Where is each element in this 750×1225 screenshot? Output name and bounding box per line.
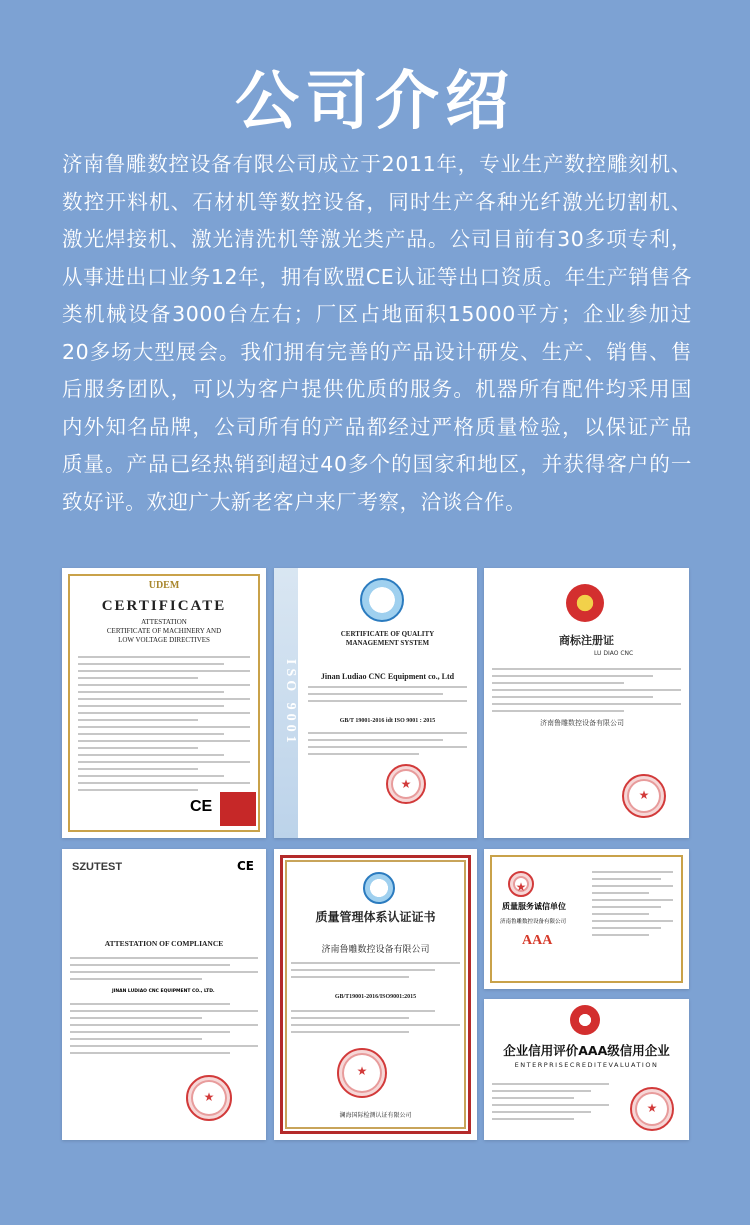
credit-logo-icon	[570, 1005, 600, 1035]
szutest-ce-mark: CE	[236, 859, 254, 873]
szutest-certificate-image	[62, 849, 266, 1140]
company-intro-text: 济南鲁雕数控设备有限公司成立于2011年，专业生产数控雕刻机、数控开料机、石材机等数控设备，同时生产各种光纤激光切割机、激光焊接机、激光清洗机等激光类产品。公司目前有30多项专利，从事进出口业务12年，拥有欧盟CE认证等出口资质。年生产销售各类机械设备3000台左右；厂区占地面积15000平方；企业参加过20多场大型展会。我们拥有完善的产品设计研发、生产、销售、售后服务团队，可以为客户提供优质的服务。机器所有配件均采用国内外知名品牌，公司所有的产品都经过严格质量检验，以保证产品质量。产品已经热销到超过40多个的国家和地区，并获得客户的一致好评。欢迎广大新老客户来厂考察，洽谈合作。	[62, 152, 692, 514]
iso-company-name: Jinan Ludiao CNC Equipment co., Ltd	[320, 672, 455, 681]
iso-cert-heading2: MANAGEMENT SYSTEM	[345, 639, 430, 647]
szutest-heading: ATTESTATION OF COMPLIANCE	[104, 939, 224, 948]
szutest-company: JINAN LUDIAO CNC EQUIPMENT CO., LTD.	[112, 989, 215, 994]
iso-standard: GB/T 19001-2016 idt ISO 9001 : 2015	[339, 718, 436, 724]
national-emblem-icon	[566, 584, 604, 622]
iso-side-band: ISO 9001	[274, 568, 298, 838]
service-integrity-certificate-image	[484, 849, 689, 989]
szutest-details-text	[70, 1003, 258, 1059]
ce-cert-sub2: CERTIFICATE OF MACHINERY AND	[106, 627, 222, 635]
qms-red-stamp	[337, 1048, 387, 1098]
service-body-text	[592, 871, 673, 941]
szutest-body-text	[70, 957, 258, 985]
qms-body-text	[291, 962, 460, 983]
page-title: 公司介绍	[235, 65, 515, 139]
credit-title: 企业信用评价AAA级信用企业	[503, 1043, 670, 1058]
qms-title: 质量管理体系认证证书	[315, 910, 436, 924]
udem-seal	[220, 792, 256, 826]
ce-certificate-image	[62, 568, 266, 838]
qms-issuer: 澜海国际检测认证有限公司	[339, 1112, 412, 1119]
ce-cert-heading: CERTIFICATE	[101, 598, 227, 614]
ce-mark: CE	[190, 798, 213, 815]
qms-standard: GB/T19001-2016/ISO9001:2015	[334, 994, 417, 1000]
ce-cert-sub1: ATTESTATION	[141, 618, 187, 626]
trademark-brand: LU DIAO CNC	[594, 650, 634, 657]
iso-cert-heading: CERTIFICATE OF QUALITY	[340, 630, 435, 638]
szutest-red-stamp	[186, 1075, 232, 1121]
credit-body-text	[492, 1083, 609, 1125]
ce-cert-sub3: LOW VOLTAGE DIRECTIVES	[118, 636, 210, 644]
credit-subtitle: ENTERPRISECREDITEVALUATION	[514, 1061, 659, 1069]
iso-red-stamp	[386, 764, 426, 804]
iso-cert-body-text	[308, 686, 467, 707]
udem-logo: UDEM	[148, 580, 180, 591]
service-rating: AAA	[522, 933, 553, 948]
service-emblem-icon	[508, 871, 534, 897]
trademark-title: 商标注册证	[559, 634, 614, 647]
certification-logo-icon	[360, 578, 404, 622]
trademark-red-stamp	[622, 774, 666, 818]
trademark-certificate-image	[484, 568, 689, 838]
service-title: 质量服务诚信单位	[502, 902, 566, 911]
qms-company: 济南鲁雕数控设备有限公司	[321, 945, 430, 955]
credit-rating-certificate-image	[484, 999, 689, 1140]
credit-red-stamp	[630, 1087, 674, 1131]
service-company: 济南鲁雕数控设备有限公司	[500, 919, 567, 925]
iso-scope-text	[308, 732, 467, 760]
qms-logo-icon	[363, 872, 395, 904]
qms-scope-text	[291, 1010, 460, 1038]
szutest-logo: SZUTEST	[72, 861, 123, 873]
trademark-body-text	[492, 668, 681, 717]
qms-certificate-image	[274, 849, 477, 1140]
ce-cert-body-text	[78, 656, 250, 796]
trademark-owner: 济南鲁雕数控设备有限公司	[540, 719, 624, 727]
iso9001-certificate-image	[274, 568, 477, 838]
